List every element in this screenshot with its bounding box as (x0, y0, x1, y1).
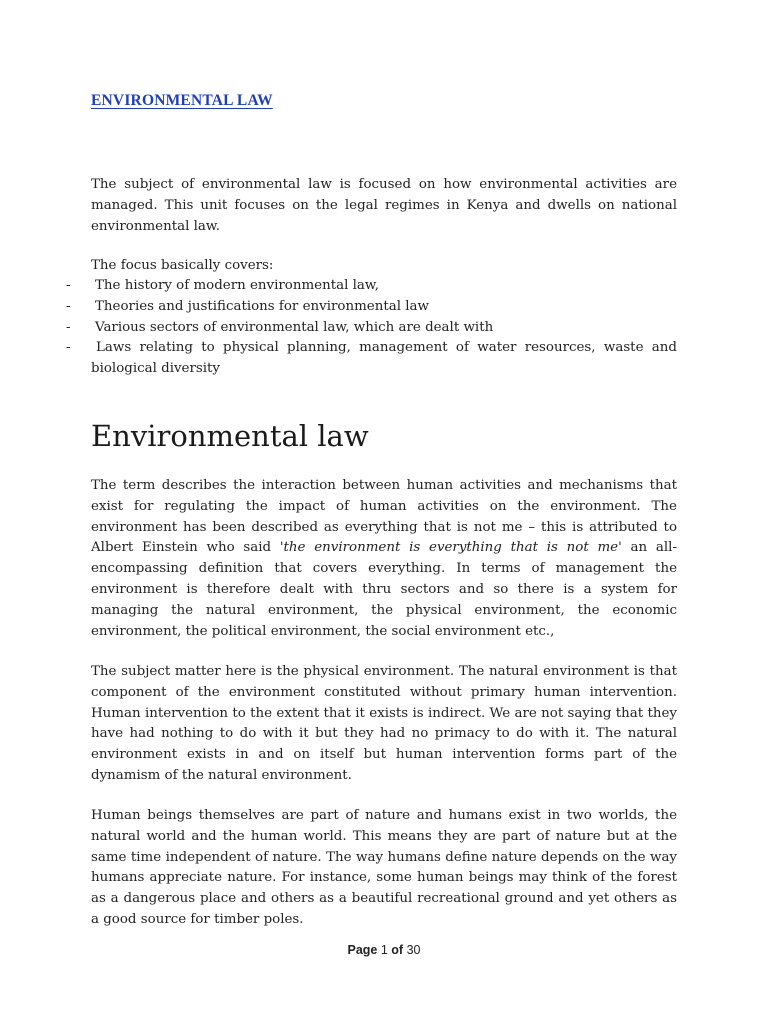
paragraph-text: an all-encompassing definition that covers everything. In terms of management the environment is therefore dealt with thru sectors and so there is a system for managing the natural environment, the physical environment, the economic environment, the political environment, the social environment etc., (91, 540, 677, 639)
page-footer (0, 943, 768, 957)
page-current: 1 (380, 943, 388, 957)
focus-list (0, 276, 680, 380)
list-item (0, 318, 680, 339)
list-dash: - (66, 340, 71, 356)
paragraph-physical-environment: The subject matter here is the physical environment. The natural environment is that component of the environment constituted without primary human intervention. Human intervention to the extent that it exists is indirect. We are not saying that they have had nothing to do with it but they had no primacy to do with it. The natural environment exists in and on itself but human intervention forms part of the dynamism of the natural environment. (91, 664, 677, 783)
page-of: of (391, 943, 404, 957)
list-dash: - (66, 319, 71, 335)
section-heading: Environmental law (91, 419, 369, 453)
list-item-text: The history of modern environmental law, (95, 278, 380, 293)
page-total: 30 (406, 943, 421, 957)
list-item-text: Laws relating to physical planning, management of water resources, waste and biological diversity (91, 340, 677, 377)
focus-lead: The focus basically covers: (91, 258, 274, 273)
list-dash: - (66, 278, 71, 293)
page-label: Page (347, 943, 378, 957)
list-dash: - (66, 298, 71, 314)
intro-paragraph: The subject of environmental law is focused on how environmental activities are managed. This unit focuses on the legal regimes in Kenya and dwells on national environmental law. (91, 177, 677, 234)
list-item-text: Theories and justifications for environmental law (95, 298, 429, 314)
document-title-link[interactable]: ENVIRONMENTAL LAW (91, 92, 273, 109)
list-item-text: Various sectors of environmental law, which are dealt with (95, 319, 494, 335)
paragraph-definition (91, 476, 677, 642)
paragraph-human-beings: Human beings themselves are part of nature and humans exist in two worlds, the natural world and the human world. This means they are part of nature but at the same time independent of nature. The way humans define nature depends on the way humans appreciate nature. For instance, some human beings may think of the forest as a dangerous place and others as a beautiful recreational ground and yet others as a good source for timber poles. (91, 808, 677, 927)
list-item (0, 297, 680, 318)
list-item (0, 338, 680, 380)
einstein-quote: 'the environment is everything that is not me' (279, 540, 622, 556)
paragraph-text: The term describes the interaction between human activities and mechanisms that exist for regulating the impact of human activities on the environment. The environment has been described as everything that is not me – this is attributed to Albert Einstein who said (91, 478, 677, 556)
list-item (0, 276, 680, 297)
